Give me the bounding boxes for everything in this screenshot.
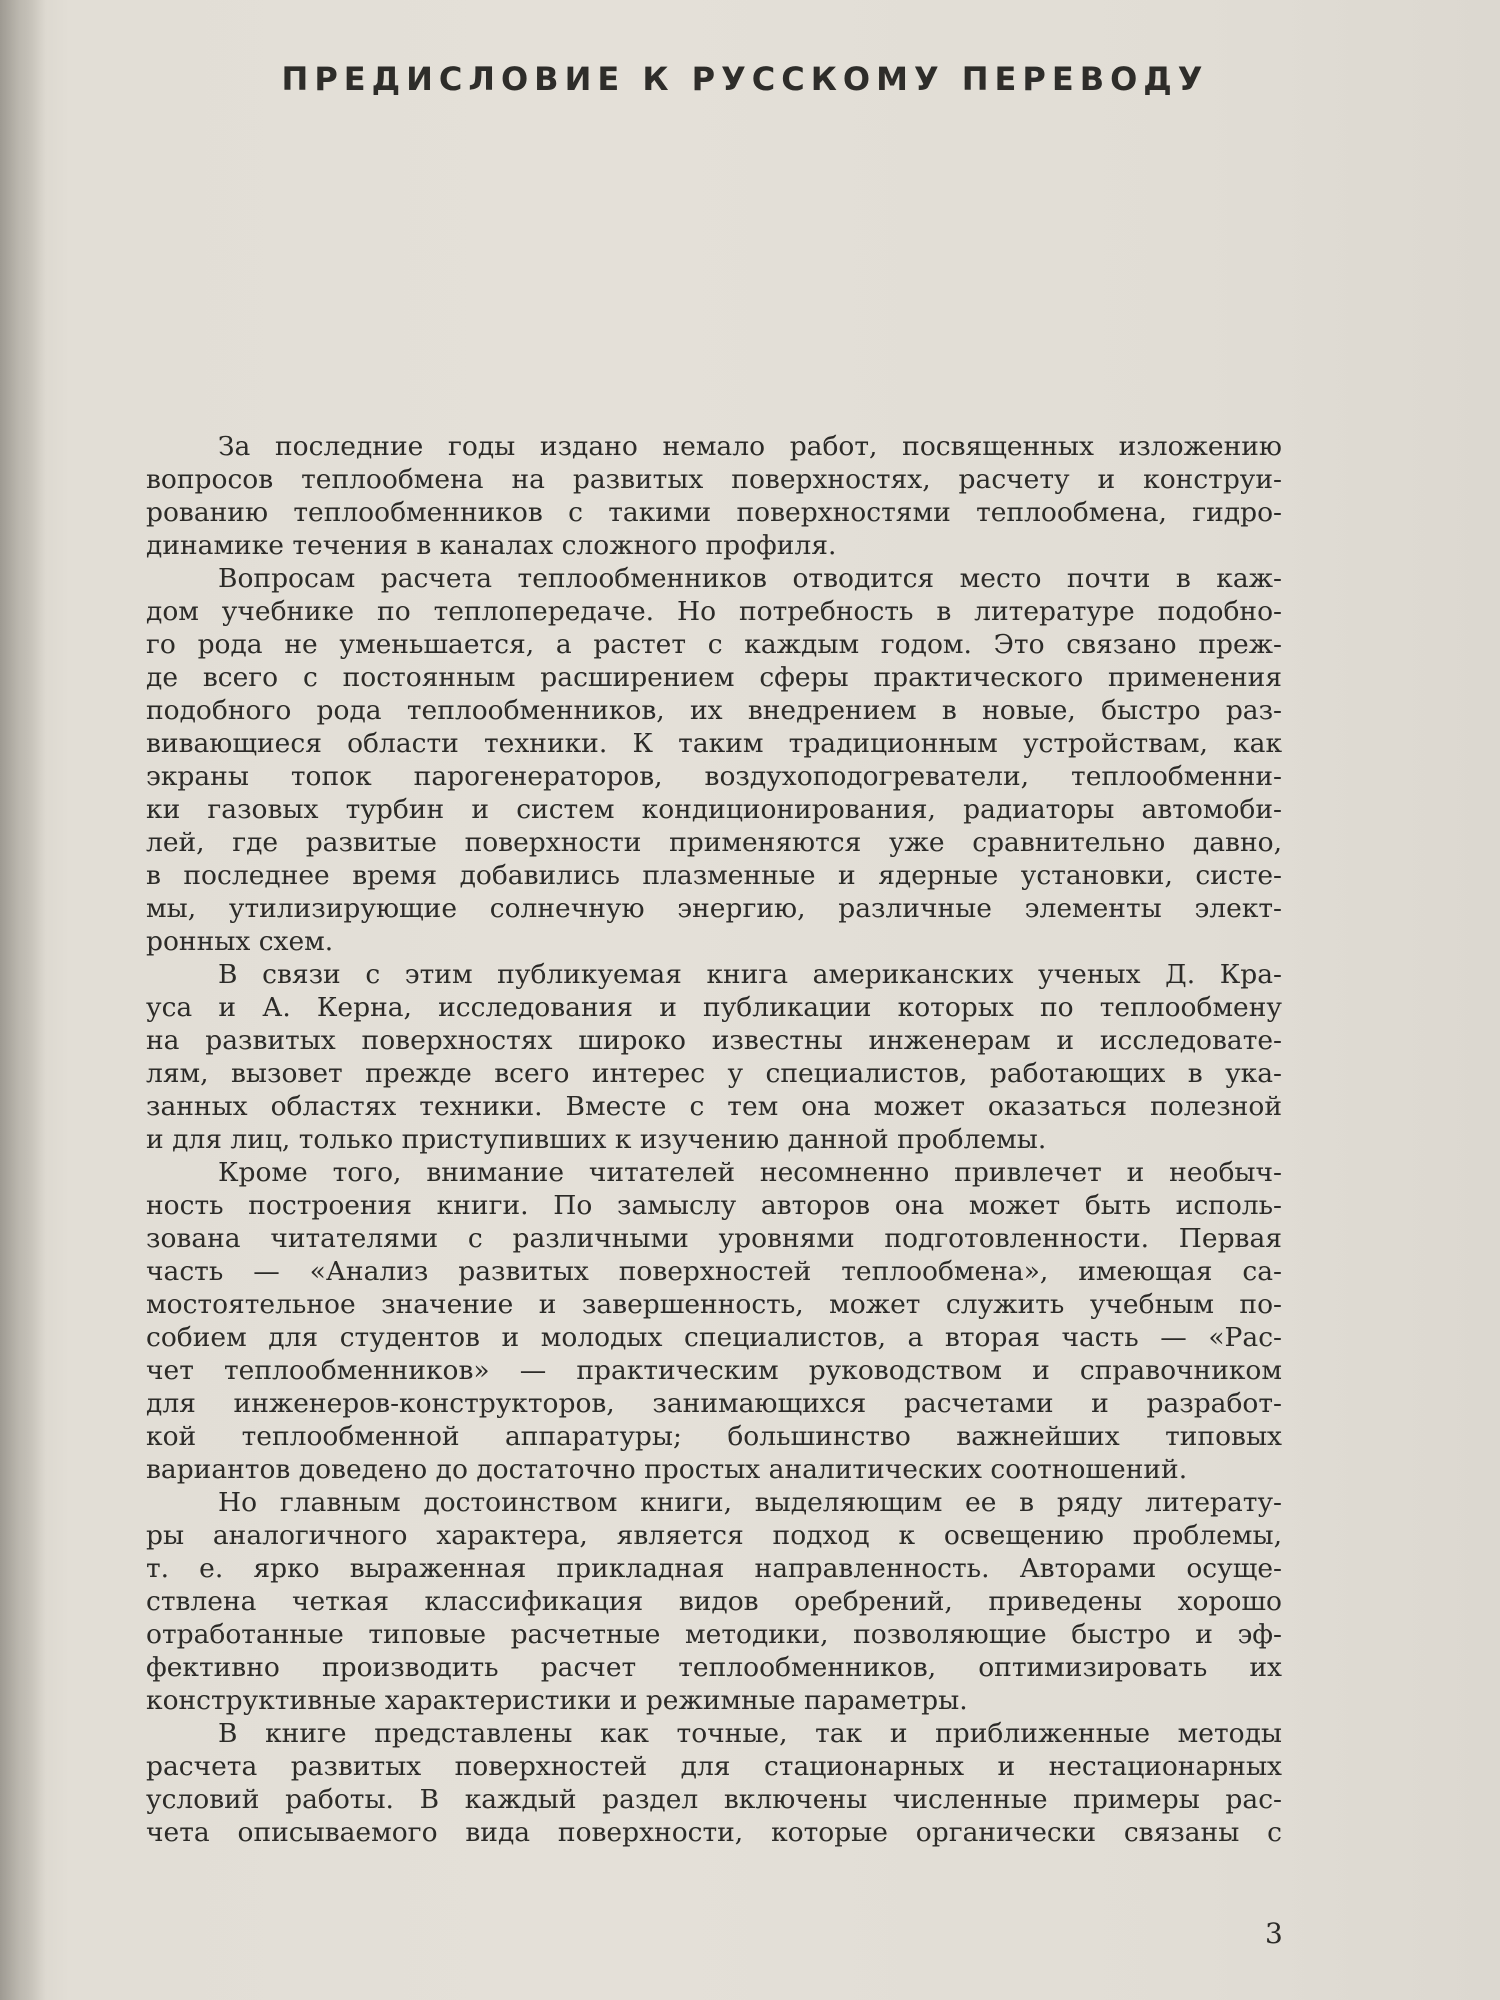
text-line: условий работы. В каждый раздел включены численные примеры рас- <box>146 1784 1282 1815</box>
text-line: в последнее время добавились плазменные и ядерные установки, систе- <box>146 860 1282 891</box>
text-line: фективно производить расчет теплообменников, оптимизировать их <box>146 1652 1282 1683</box>
body-text <box>146 430 1282 1849</box>
text-line: для инженеров-конструкторов, занимающихся расчетами и разработ- <box>146 1388 1282 1419</box>
text-line: де всего с постоянным расширением сферы практического применения <box>146 662 1282 693</box>
text-line: часть — «Анализ развитых поверхностей теплообмена», имеющая са- <box>146 1256 1282 1287</box>
text-line: и для лиц, только приступивших к изучению данной проблемы. <box>146 1124 1047 1155</box>
text-line: вариантов доведено до достаточно простых аналитических соотношений. <box>146 1454 1188 1485</box>
text-line: ность построения книги. По замыслу авторов она может быть исполь- <box>146 1190 1282 1221</box>
text-line: ры аналогичного характера, является подход к освещению проблемы, <box>146 1520 1282 1551</box>
text-line: кой теплообменной аппаратуры; большинство важнейших типовых <box>146 1421 1282 1452</box>
text-line: уса и А. Керна, исследования и публикации которых по теплообмену <box>146 992 1282 1023</box>
text-line: вивающиеся области техники. К таким традиционным устройствам, как <box>146 728 1282 759</box>
text-line: го рода не уменьшается, а растет с каждым годом. Это связано преж- <box>146 629 1282 660</box>
text-line: ки газовых турбин и систем кондиционирования, радиаторы автомоби- <box>146 794 1282 825</box>
text-line: т. е. ярко выраженная прикладная направленность. Авторами осуще- <box>146 1553 1282 1584</box>
text-line: За последние годы издано немало работ, посвященных изложению <box>218 431 1282 462</box>
text-line: чет теплообменников» — практическим руководством и справочником <box>146 1355 1282 1386</box>
text-line: рованию теплообменников с такими поверхностями теплообмена, гидро- <box>146 497 1282 528</box>
text-line: экраны топок парогенераторов, воздухоподогреватели, теплообменни- <box>146 761 1282 792</box>
text-line: конструктивные характеристики и режимные параметры. <box>146 1685 968 1716</box>
text-line: Но главным достоинством книги, выделяющим ее в ряду литерату- <box>218 1487 1282 1518</box>
text-line: Вопросам расчета теплообменников отводится место почти в каж- <box>218 563 1282 594</box>
text-line: мостоятельное значение и завершенность, может служить учебным по- <box>146 1289 1282 1320</box>
text-line: подобного рода теплообменников, их внедрением в новые, быстро раз- <box>146 695 1282 726</box>
text-line: динамике течения в каналах сложного профиля. <box>146 530 837 561</box>
text-line: В книге представлены как точные, так и приближенные методы <box>218 1718 1282 1749</box>
text-line: на развитых поверхностях широко известны инженерам и исследовате- <box>146 1025 1282 1056</box>
text-line: вопросов теплообмена на развитых поверхностях, расчету и конструи- <box>146 464 1282 495</box>
text-line: В связи с этим публикуемая книга американских ученых Д. Кра- <box>218 959 1282 990</box>
text-line: зована читателями с различными уровнями подготовленности. Первая <box>146 1223 1282 1254</box>
page-title: ПРЕДИСЛОВИЕ К РУССКОМУ ПЕРЕВОДУ <box>281 60 1209 98</box>
text-line: мы, утилизирующие солнечную энергию, различные элементы элект- <box>146 893 1282 924</box>
text-line: дом учебнике по теплопередаче. Но потребность в литературе подобно- <box>146 596 1282 627</box>
text-line: лям, вызовет прежде всего интерес у специалистов, работающих в ука- <box>146 1058 1282 1089</box>
text-line: занных областях техники. Вместе с тем она может оказаться полезной <box>146 1091 1282 1122</box>
text-line: чета описываемого вида поверхности, которые органически связаны с <box>146 1817 1282 1848</box>
text-line: расчета развитых поверхностей для стационарных и нестационарных <box>146 1751 1282 1782</box>
book-spine-shadow <box>0 0 46 2000</box>
text-line: собием для студентов и молодых специалистов, а вторая часть — «Рас- <box>146 1322 1282 1353</box>
text-line: ствлена четкая классификация видов оребрений, приведены хорошо <box>146 1586 1282 1617</box>
text-line: Кроме того, внимание читателей несомненно привлечет и необыч- <box>218 1157 1282 1188</box>
text-line: лей, где развитые поверхности применяются уже сравнительно давно, <box>146 827 1282 858</box>
text-line: ронных схем. <box>146 926 334 957</box>
text-line: отработанные типовые расчетные методики, позволяющие быстро и эф- <box>146 1619 1282 1650</box>
page-number: 3 <box>1265 1917 1283 1950</box>
